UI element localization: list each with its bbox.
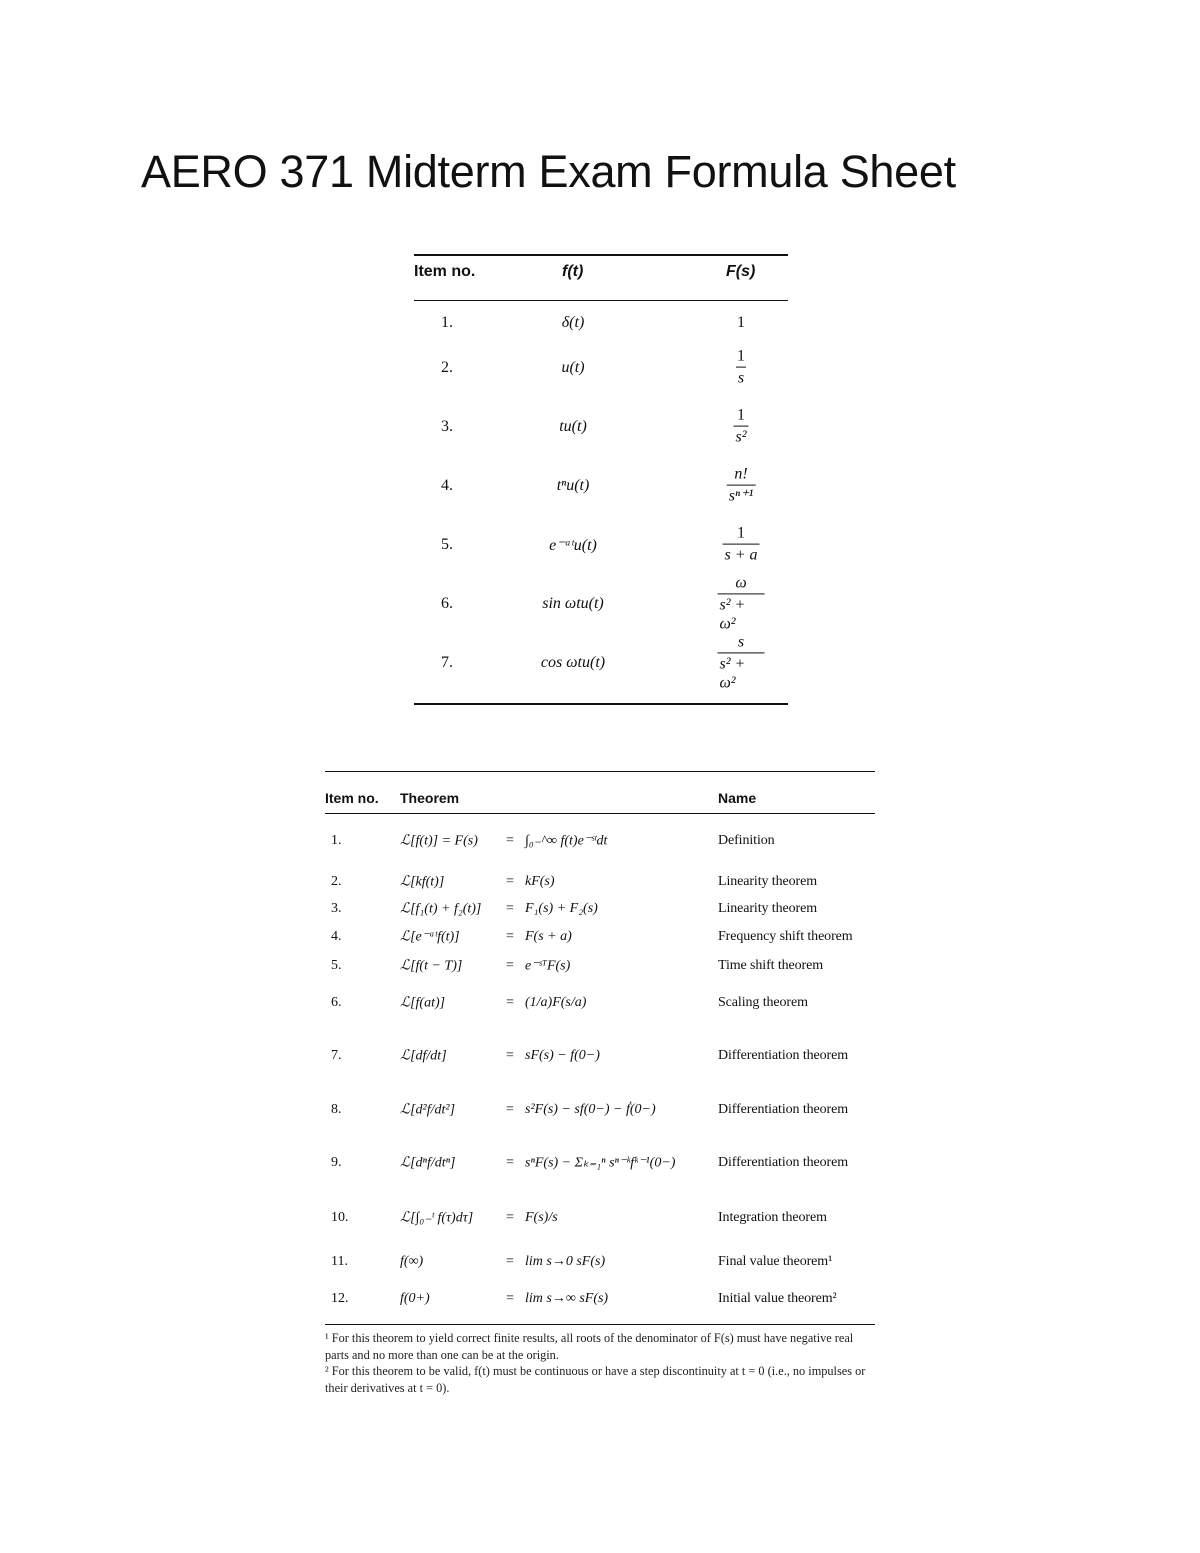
- equals-sign: =: [506, 1155, 514, 1170]
- theorem-name: Time shift theorem: [718, 958, 824, 973]
- header-rule: [325, 813, 875, 814]
- denominator: s + a: [722, 544, 759, 565]
- equals-sign: =: [506, 874, 514, 889]
- theorem-name: Differentiation theorem: [718, 1102, 849, 1117]
- table-top-rule: [325, 771, 875, 772]
- theorem-rhs: sF(s) − f(0−): [525, 1048, 600, 1063]
- item-number: 8.: [331, 1102, 342, 1117]
- equals-sign: =: [506, 1210, 514, 1225]
- theorem-rhs: lim s→∞ sF(s): [525, 1291, 609, 1306]
- item-number: 5.: [331, 958, 342, 973]
- numerator: 1: [737, 524, 745, 542]
- item-number: 7.: [331, 1048, 342, 1063]
- theorem-name: Differentiation theorem: [718, 1155, 849, 1170]
- theorem-name: Linearity theorem: [718, 901, 817, 916]
- denominator: s² + ω²: [718, 594, 765, 634]
- transform-fraction: [733, 407, 748, 448]
- theorem-lhs: ℒ[df/dt]: [400, 1048, 447, 1064]
- theorem-name: Differentiation theorem: [718, 1048, 849, 1063]
- item-number: 11.: [331, 1254, 348, 1269]
- transform-value: 1: [737, 314, 745, 331]
- table-bottom-rule: [414, 703, 788, 705]
- equals-sign: =: [506, 995, 514, 1010]
- theorem-lhs: ℒ[∫₀₋ᵗ f(τ)dτ]: [400, 1210, 474, 1226]
- numerator: s: [737, 633, 745, 651]
- theorem-lhs: ℒ[kf(t)]: [400, 874, 445, 890]
- equals-sign: =: [506, 958, 514, 973]
- equals-sign: =: [506, 929, 514, 944]
- numerator: 1: [737, 406, 745, 424]
- equals-sign: =: [506, 833, 514, 848]
- column-header-item-no: Item no.: [325, 790, 379, 806]
- column-header-ft: f(t): [562, 263, 584, 280]
- theorem-rhs: F(s)/s: [525, 1210, 558, 1225]
- theorem-name: Linearity theorem: [718, 874, 817, 889]
- equals-sign: =: [506, 1102, 514, 1117]
- equals-sign: =: [506, 1291, 514, 1306]
- theorem-rhs: F(s + a): [525, 929, 572, 944]
- equals-sign: =: [506, 1048, 514, 1063]
- theorem-lhs: f(0+): [400, 1291, 430, 1306]
- theorem-name: Scaling theorem: [718, 995, 808, 1010]
- column-header-name: Name: [718, 790, 757, 806]
- item-number: 6.: [441, 595, 453, 612]
- theorem-name: Frequency shift theorem: [718, 929, 853, 944]
- theorem-lhs: ℒ[d²f/dt²]: [400, 1102, 456, 1118]
- numerator: ω: [735, 574, 747, 592]
- item-number: 3.: [441, 418, 453, 435]
- equals-sign: =: [506, 901, 514, 916]
- column-header-theorem: Theorem: [400, 790, 460, 806]
- time-function: δ(t): [561, 314, 585, 331]
- theorem-name: Definition: [718, 833, 775, 848]
- time-function: e⁻ᵃᵗu(t): [549, 537, 597, 554]
- transform-fraction: [722, 525, 759, 566]
- footnote-2: ² For this theorem to be valid, f(t) must be continuous or have a step discontinuity at t = 0 (i.e., no impulses or their derivatives at t = 0).: [325, 1364, 866, 1395]
- transform-fraction: [735, 348, 747, 389]
- time-function: u(t): [561, 359, 585, 376]
- item-number: 10.: [331, 1210, 349, 1225]
- item-number: 5.: [441, 536, 453, 553]
- item-number: 1.: [441, 314, 453, 331]
- item-number: 7.: [441, 654, 453, 671]
- theorem-rhs: s²F(s) − sf(0−) − ḟ(0−): [525, 1102, 656, 1117]
- page-title: AERO 371 Midterm Exam Formula Sheet: [141, 146, 956, 197]
- theorem-lhs: ℒ[dⁿf/dtⁿ]: [400, 1155, 456, 1171]
- transform-fraction: [727, 466, 756, 507]
- column-header-item-no: Item no.: [414, 263, 476, 280]
- theorem-lhs: f(∞): [400, 1254, 424, 1269]
- table-bottom-rule: [325, 1324, 875, 1325]
- time-function: tu(t): [559, 418, 587, 435]
- footnotes: [325, 1330, 877, 1396]
- theorem-rhs: (1/a)F(s/a): [525, 995, 587, 1010]
- time-function: sin ωtu(t): [542, 595, 604, 612]
- theorem-rhs: kF(s): [525, 874, 555, 889]
- table-top-rule: [414, 254, 788, 256]
- denominator: s²: [733, 426, 748, 447]
- theorem-lhs: ℒ[e⁻ᵃᵗf(t)]: [400, 929, 460, 945]
- time-function: tⁿu(t): [556, 477, 590, 494]
- item-number: 9.: [331, 1155, 342, 1170]
- item-number: 4.: [441, 477, 453, 494]
- denominator: s² + ω²: [718, 653, 765, 693]
- item-number: 3.: [331, 901, 342, 916]
- header-rule: [414, 300, 788, 301]
- theorem-rhs: sⁿF(s) − Σₖ₌₁ⁿ sⁿ⁻ᵏfᵏ⁻¹(0−): [525, 1155, 676, 1171]
- theorem-name: Final value theorem¹: [718, 1254, 833, 1269]
- transform-fraction: [718, 633, 765, 692]
- theorem-rhs: e⁻ˢᵀF(s): [525, 958, 571, 974]
- denominator: s: [736, 367, 746, 388]
- theorem-lhs: ℒ[f(at)]: [400, 995, 446, 1011]
- theorem-rhs: F₁(s) + F₂(s): [525, 901, 598, 916]
- item-number: 2.: [331, 874, 342, 889]
- transform-fraction: [718, 574, 765, 633]
- equals-sign: =: [506, 1254, 514, 1269]
- theorem-rhs: lim s→0 sF(s): [525, 1254, 606, 1269]
- item-number: 6.: [331, 995, 342, 1010]
- theorem-lhs: ℒ[f(t)] = F(s): [400, 833, 478, 849]
- laplace-theorem-table: [325, 771, 875, 1331]
- item-number: 2.: [441, 359, 453, 376]
- laplace-transform-table: [414, 254, 788, 705]
- footnote-1: ¹ For this theorem to yield correct finite results, all roots of the denominator of F(s) must have negative real parts and no more than one can be at the origin.: [325, 1331, 854, 1362]
- theorem-name: Initial value theorem²: [718, 1291, 837, 1306]
- numerator: n!: [734, 465, 748, 483]
- theorem-rhs: ∫₀₋^∞ f(t)e⁻ˢᵗdt: [525, 833, 608, 849]
- item-number: 4.: [331, 929, 342, 944]
- theorem-lhs: ℒ[f(t − T)]: [400, 958, 463, 974]
- column-header-fs: F(s): [726, 263, 756, 280]
- time-function: cos ωtu(t): [540, 654, 606, 671]
- theorem-lhs: ℒ[f₁(t) + f₂(t)]: [400, 901, 482, 917]
- item-number: 12.: [331, 1291, 349, 1306]
- theorem-name: Integration theorem: [718, 1210, 827, 1225]
- denominator: sⁿ⁺¹: [727, 485, 756, 506]
- numerator: 1: [737, 347, 745, 365]
- item-number: 1.: [331, 833, 342, 848]
